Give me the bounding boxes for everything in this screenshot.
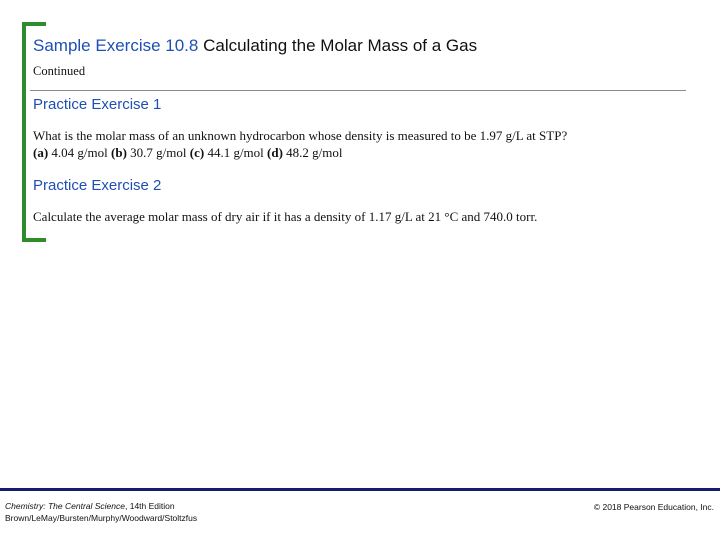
choice-d-text: 48.2 g/mol [282,145,343,160]
choice-a-text: 4.04 g/mol [48,145,112,160]
divider [30,90,686,91]
subtitle: Continued [33,64,86,78]
footer-edition: , 14th Edition [125,501,175,511]
practice-exercise-1-question: What is the molar mass of an unknown hydrocarbon whose density is measured to be 1.97 g/L at STP? [33,128,568,143]
title-number: Sample Exercise 10.8 [33,36,199,55]
choice-b-text: 30.7 g/mol [126,145,190,160]
footer-book-line [5,500,197,512]
title-text: Calculating the Molar Mass of a Gas [198,36,478,55]
footer-authors: Brown/LeMay/Bursten/Murphy/Woodward/Stoltzfus [5,513,198,523]
page-title [33,36,477,56]
footer-bar [0,488,720,491]
practice-exercise-2-heading: Practice Exercise 2 [33,177,162,194]
bracket-decoration-bottom [22,238,46,242]
choice-c-label: (c) [189,145,205,160]
choice-c-text: 44.1 g/mol [204,145,268,160]
choice-a-label: (a) [33,145,49,160]
bracket-decoration-left [22,22,26,242]
practice-exercise-2-question: Calculate the average molar mass of dry air if it has a density of 1.17 g/L at 21 °C and 740.0 torr. [33,209,538,224]
choice-d-label: (d) [267,145,283,160]
footer-citation [5,500,197,524]
footer-book-title: Chemistry: The Central Science [5,501,125,511]
choice-b-label: (b) [111,145,127,160]
practice-exercise-1-heading: Practice Exercise 1 [33,96,162,113]
footer-copyright: © 2018 Pearson Education, Inc. [593,502,714,512]
practice-exercise-1-choices [33,144,343,161]
